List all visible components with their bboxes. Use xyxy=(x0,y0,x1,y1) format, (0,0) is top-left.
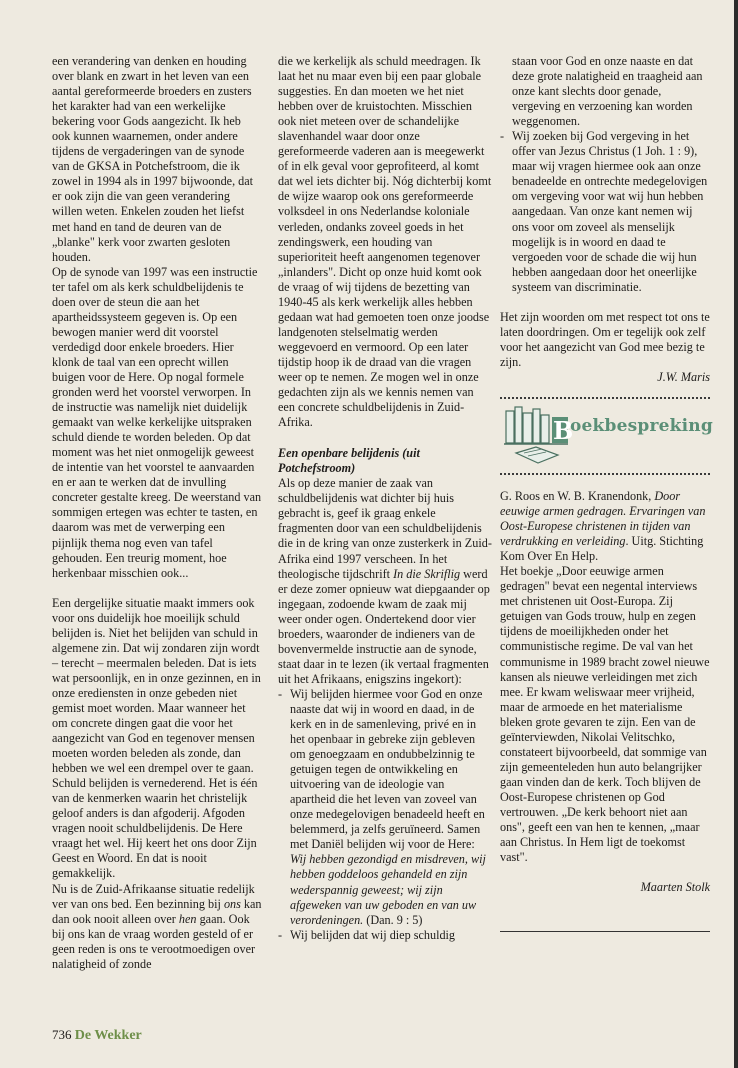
dotted-divider xyxy=(500,397,710,399)
column-left xyxy=(52,54,262,972)
closing-rule xyxy=(500,931,710,932)
emphasis: hen xyxy=(178,911,197,926)
column-right xyxy=(500,54,713,932)
book-title: Door eeuwige armen gedragen. Ervaringen van Oost-Europese christenen in tijden van verdrukking en verleiding xyxy=(500,488,706,549)
paragraph xyxy=(52,882,262,972)
magazine-name: De Wekker xyxy=(74,1028,142,1043)
scan-edge xyxy=(734,0,738,1068)
paragraph: Het boekje „Door eeuwige armen gedragen" bevat een negental interviews met christenen uit Oost-Europa. Zij getuigen van Gods trouw, hulp en zegen tijdens de moeilijkheden onder het communistische regime. De val van het communisme in 1989 bracht zowel nieuwe kansen als nieuwe verleidingen met zich mee. Er kwam weliswaar meer vrijheid, maar de armoede en het materialisme bleken grote gevaren te zijn. Een van de geïnterviewden, Nikolai Velitschko, constateert bijvoorbeeld, dat sommige van zijn gemeenteleden hun auto belangrijker gaan vinden dan de kerk. Toch blijven de Oost-Europese christenen op God vertrouwen. „De kerk behoort niet aan ons", geeft een van hen te kennen, „maar aan Christus. In Hem ligt de toekomst vast". xyxy=(500,564,710,865)
paragraph: Op de synode van 1997 was een instructie ter tafel om als kerk schuldbelijdenis te doen over de steun die aan het apartheidssysteem gegeven is. Op een bewogen manier werd dit voorstel verdedigd door enkele broeders. Hier klonk de taal van een oprecht willen buigen voor de Here. Op nogal formele gronden werd het voorstel verworpen. In de instructie was namelijk niet duidelijk gemaakt van welke kerkelijke uitspraken schuld diende te worden beleden. Op dat moment was het niet onmogelijk geweest de intentie van het voorstel te aanvaarden en er aan te werken dat de invulling concreter gestalte kreeg. De weerstand van sommigen ertegen was echter te tasten, en daarom was met de verwerping een pijnlijk thema nog even van tafel gehouden. Een treurig moment, hoe herkenbaar misschien ook... xyxy=(52,264,262,580)
list-item xyxy=(278,687,492,928)
bible-quote: Wij hebben gezondigd en misdreven, wij hebben goddeloos gehandeld en zijn wederspannig geweest; wij zijn afgeweken van uw geboden en van uw verordeningen. xyxy=(290,852,486,927)
page-footer xyxy=(52,1027,142,1044)
text-run: kan dan ook nooit alleen over xyxy=(52,896,262,926)
banner-title: oekbespreking xyxy=(570,415,713,436)
paragraph xyxy=(500,489,710,564)
page-number: 736 xyxy=(52,1027,72,1042)
confession-list xyxy=(278,687,492,943)
list-item: - Wij belijden dat wij diep schuldig xyxy=(278,928,492,943)
paragraph: die we kerkelijk als schuld meedragen. Ik laat het nu maar even bij een paar globale suggesties. En dan moeten we het niet hebben over de kruistochten. Misschien ook niet meteen over de schandelijke slavenhandel waar door onze gereformeerde vaderen aan is meegewerkt of in elk geval voor geprofiteerd, al komt dat wel iets dichter bij. Nóg dichterbij komt de wijze waarop ook ons gereformeerde volksdeel in ons Nederlandse koloniale verleden, ondanks zoveel goeds in het zendingswerk, een houding van superioriteit heeft aangenomen tegenover „inlanders". Dicht op onze huid komt ook de vraag of wij tijdens de bezetting van 1940-45 als kerk werkelijk alles hebben gedaan wat had gemoeten toen onze joodse landgenoten stelselmatig werden weggevoerd en vermoord. Op een later tijdstip hoop ik de draad van die vragen weer op te nemen. Ze mogen wel in onze gedachten zijn als we kennis nemen van een concrete schuldbelijdenis in Zuid-Afrika. xyxy=(278,54,492,430)
author-signature: J.W. Maris xyxy=(657,369,710,384)
text-run: gaan. Ook bij ons kan de vraag worden gesteld of er geen reden is ons te verootmoedigen over nalatigheid of zonde xyxy=(52,911,256,971)
book-review-banner xyxy=(500,397,713,475)
text-run: werd er deze zomer opnieuw wat diepgaander op ingegaan, zodoende kwam de zaak mij weer onder ogen. Ondertekend door vier broeders, waaronder de indieners van de bovenvermelde instructie aan de synode, staat daar in te lezen (ik vertaal fragmenten uit het Afrikaans, enigszins ingekort): xyxy=(278,566,490,686)
author-signature: Maarten Stolk xyxy=(640,880,710,895)
paragraph: een verandering van denken en houding over blank en zwart in het leven van een aantal gereformeerde broeders en zusters het karakter had van een werkelijke bekering voor Gods aangezicht. Ik heb ook kunnen waarnemen, onder andere tijdens de vergaderingen van de synode van de GKSA in Potchefstroom, die ik zowel in 1994 als in 1997 bijwoonde, dat er ook zijn die van geen verandering willen weten. Enkelen zouden het liefst met hand en tand de deuren van de „blanke" kerk voor zwarten gesloten houden. xyxy=(52,54,254,264)
paragraph: Een dergelijke situatie maakt immers ook voor ons duidelijk hoe moeilijk schuld belijden is. Niet het belijden van schuld in algemene zin. Dat wij zondaren zijn wordt – terecht – meermalen beleden. Dat is iets wat persoonlijk, en in onze gezinnen, en in onze erediensten in onze gebeden niet gemist moet worden. Maar wanneer het om concrete dingen gaat die voor het aangezicht van God en tegenover mensen moeten worden beleden als zonde, dan hebben we wel een drempel over te gaan. Schuld belijden is vernederend. Het is één van de kenmerken waarin het christelijk geloof anders is dan afgoderij. Afgoden vragen nooit schuldbelijdenis. De Here vraagt het wel. Hij keert het ons door Zijn Geest en Woord. En dat is nooit gemakkelijk. xyxy=(52,595,261,881)
confession-list-continued xyxy=(500,129,710,295)
svg-text:B: B xyxy=(553,415,574,445)
journal-title: In die Skriflig xyxy=(393,566,461,581)
paragraph xyxy=(278,476,492,687)
text-run: . Uitg. Stichting Kom Over En Help. xyxy=(500,534,704,564)
text-run: (Dan. 9 : 5) xyxy=(363,912,423,927)
text-run: Wij belijden hiermee voor God en onze naaste dat wij in woord en daad, in de kerk en in de samenleving, privé en in het openbaar in gebreke zijn gebleven om genoegzaam en ondubbelzinnig te getuigen tegen de ontwikkeling en uitvoering van de ideologie van apartheid die het leven van zoveel van onze medegelovigen benadeeld heeft en belemmerd, ja zelfs geruïneerd. Samen met Daniël belijden wij voor de Here: xyxy=(290,686,485,852)
text-run: Nu is de Zuid-Afrikaanse situatie redelijk ver van ons bed. Een bezinning bij xyxy=(52,881,255,911)
emphasis: ons xyxy=(223,896,241,911)
list-item: - Wij zoeken bij God vergeving in het offer van Jezus Christus (1 Joh. 1 : 9), maar wij vragen hiermee ook aan onze benadeelde en ontrechte medegelovigen om vergeving voor wat wij hun hebben aangedaan. Van onze kant nemen wij ons voor om zoveel als menselijk mogelijk is in woord en daad te vergoeden voor de schade die wij hun hebben aangedaan door het oneerlijke systeem van discriminatie. xyxy=(500,129,710,295)
paragraph: staan voor God en onze naaste en dat deze grote nalatigheid en traagheid aan onze kant slechts door genade, vergeving en verzoening kan worden weggenomen. xyxy=(512,54,703,129)
dotted-divider xyxy=(500,473,710,475)
text-run: Als op deze manier de zaak van schuldbelijdenis wat dichter bij huis gebracht is, geef ik graag enkele fragmenten door van een schuldbelijdenis die in de kring van onze zusterkerk in Zuid-Afrika eind 1997 verscheen. In het theologische tijdschrift xyxy=(278,476,492,581)
column-middle xyxy=(278,54,492,943)
section-heading: Een openbare belijdenis (uit Potchefstroom) xyxy=(278,446,420,476)
bookshelf-icon xyxy=(502,403,574,469)
paragraph: Het zijn woorden om met respect tot ons te laten doordringen. Om er tegelijk ook zelf voor het aangezicht van God mee bezig te zijn. xyxy=(500,309,710,369)
text-run: G. Roos en W. B. Kranendonk, xyxy=(500,488,655,503)
